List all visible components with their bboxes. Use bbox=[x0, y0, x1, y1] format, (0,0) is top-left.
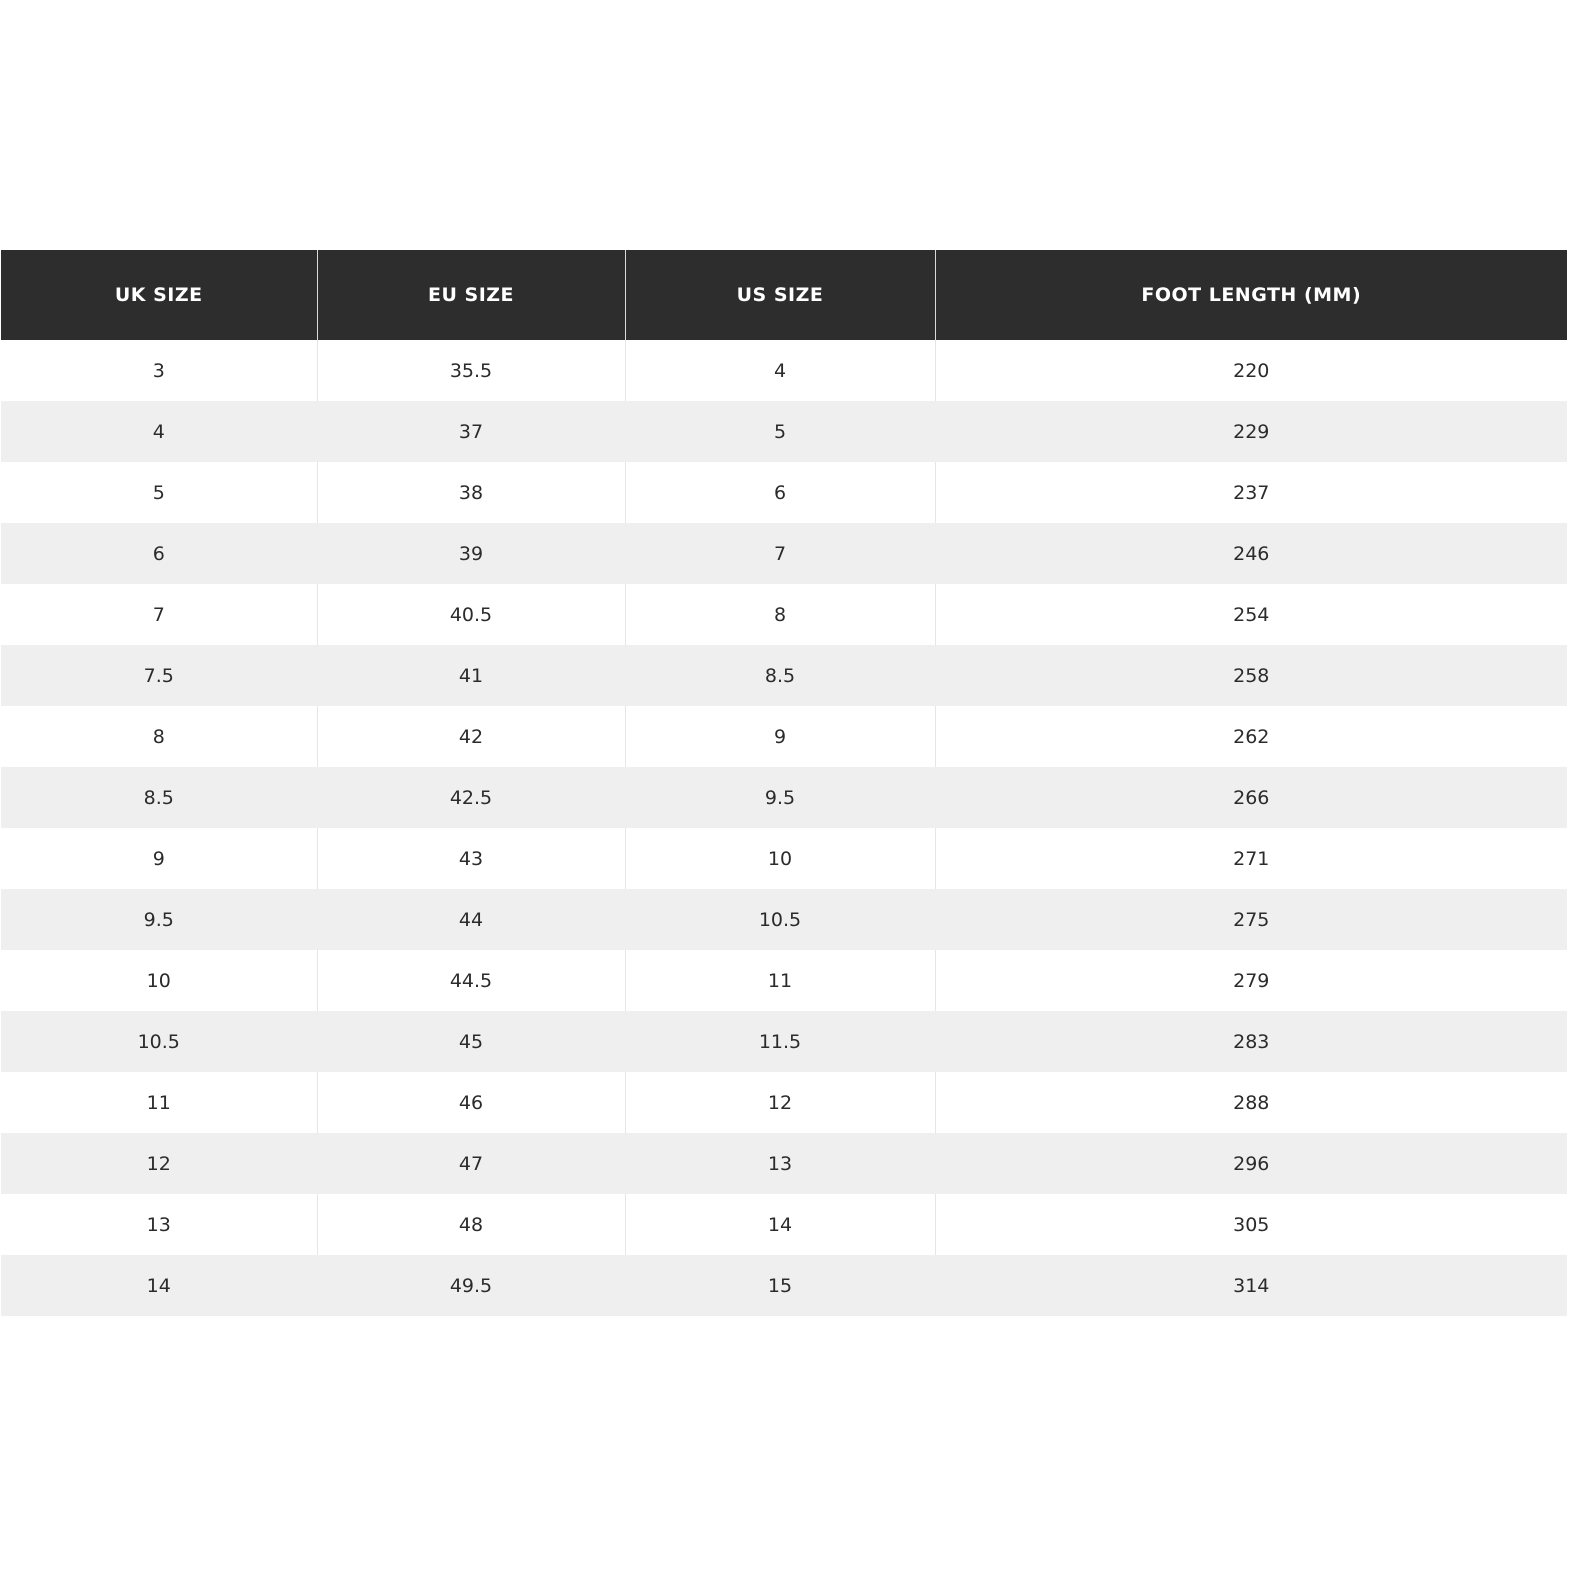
uk-size-cell: 12 bbox=[1, 1133, 317, 1194]
header-uk-size: UK SIZE bbox=[1, 250, 317, 340]
uk-size-cell: 11 bbox=[1, 1072, 317, 1133]
us-size-cell: 8.5 bbox=[625, 645, 935, 706]
table-row bbox=[1, 584, 1567, 645]
table-row bbox=[1, 1255, 1567, 1316]
eu-size-cell: 48 bbox=[317, 1194, 625, 1255]
uk-size-cell: 9 bbox=[1, 828, 317, 889]
foot-length-cell: 229 bbox=[935, 401, 1567, 462]
foot-length-cell: 271 bbox=[935, 828, 1567, 889]
eu-size-cell: 43 bbox=[317, 828, 625, 889]
us-size-cell: 13 bbox=[625, 1133, 935, 1194]
us-size-cell: 10 bbox=[625, 828, 935, 889]
uk-size-cell: 7 bbox=[1, 584, 317, 645]
us-size-cell: 11 bbox=[625, 950, 935, 1011]
us-size-cell: 15 bbox=[625, 1255, 935, 1316]
table-row bbox=[1, 645, 1567, 706]
table-row bbox=[1, 767, 1567, 828]
uk-size-cell: 7.5 bbox=[1, 645, 317, 706]
foot-length-cell: 266 bbox=[935, 767, 1567, 828]
us-size-cell: 6 bbox=[625, 462, 935, 523]
size-chart-body bbox=[1, 340, 1567, 1316]
foot-length-cell: 262 bbox=[935, 706, 1567, 767]
eu-size-cell: 42 bbox=[317, 706, 625, 767]
uk-size-cell: 6 bbox=[1, 523, 317, 584]
eu-size-cell: 42.5 bbox=[317, 767, 625, 828]
table-row bbox=[1, 1011, 1567, 1072]
foot-length-cell: 220 bbox=[935, 340, 1567, 401]
eu-size-cell: 46 bbox=[317, 1072, 625, 1133]
foot-length-cell: 237 bbox=[935, 462, 1567, 523]
eu-size-cell: 40.5 bbox=[317, 584, 625, 645]
header-us-size: US SIZE bbox=[625, 250, 935, 340]
us-size-cell: 9 bbox=[625, 706, 935, 767]
uk-size-cell: 14 bbox=[1, 1255, 317, 1316]
table-row bbox=[1, 401, 1567, 462]
header-eu-size: EU SIZE bbox=[317, 250, 625, 340]
table-row bbox=[1, 828, 1567, 889]
us-size-cell: 10.5 bbox=[625, 889, 935, 950]
eu-size-cell: 45 bbox=[317, 1011, 625, 1072]
table-row bbox=[1, 340, 1567, 401]
uk-size-cell: 10 bbox=[1, 950, 317, 1011]
foot-length-cell: 288 bbox=[935, 1072, 1567, 1133]
uk-size-cell: 4 bbox=[1, 401, 317, 462]
us-size-cell: 8 bbox=[625, 584, 935, 645]
us-size-cell: 9.5 bbox=[625, 767, 935, 828]
us-size-cell: 14 bbox=[625, 1194, 935, 1255]
eu-size-cell: 39 bbox=[317, 523, 625, 584]
size-chart-header bbox=[1, 250, 1567, 340]
foot-length-cell: 283 bbox=[935, 1011, 1567, 1072]
table-row bbox=[1, 1072, 1567, 1133]
eu-size-cell: 49.5 bbox=[317, 1255, 625, 1316]
eu-size-cell: 37 bbox=[317, 401, 625, 462]
foot-length-cell: 258 bbox=[935, 645, 1567, 706]
table-row bbox=[1, 889, 1567, 950]
eu-size-cell: 41 bbox=[317, 645, 625, 706]
table-row bbox=[1, 1133, 1567, 1194]
us-size-cell: 7 bbox=[625, 523, 935, 584]
us-size-cell: 5 bbox=[625, 401, 935, 462]
eu-size-cell: 44 bbox=[317, 889, 625, 950]
foot-length-cell: 296 bbox=[935, 1133, 1567, 1194]
us-size-cell: 4 bbox=[625, 340, 935, 401]
uk-size-cell: 10.5 bbox=[1, 1011, 317, 1072]
us-size-cell: 11.5 bbox=[625, 1011, 935, 1072]
us-size-cell: 12 bbox=[625, 1072, 935, 1133]
foot-length-cell: 246 bbox=[935, 523, 1567, 584]
uk-size-cell: 3 bbox=[1, 340, 317, 401]
uk-size-cell: 8 bbox=[1, 706, 317, 767]
table-row bbox=[1, 950, 1567, 1011]
eu-size-cell: 44.5 bbox=[317, 950, 625, 1011]
uk-size-cell: 5 bbox=[1, 462, 317, 523]
eu-size-cell: 47 bbox=[317, 1133, 625, 1194]
eu-size-cell: 35.5 bbox=[317, 340, 625, 401]
header-row bbox=[1, 250, 1567, 340]
uk-size-cell: 13 bbox=[1, 1194, 317, 1255]
table-row bbox=[1, 1194, 1567, 1255]
foot-length-cell: 275 bbox=[935, 889, 1567, 950]
size-chart-table bbox=[1, 250, 1567, 1316]
uk-size-cell: 8.5 bbox=[1, 767, 317, 828]
table-row bbox=[1, 523, 1567, 584]
foot-length-cell: 254 bbox=[935, 584, 1567, 645]
foot-length-cell: 314 bbox=[935, 1255, 1567, 1316]
uk-size-cell: 9.5 bbox=[1, 889, 317, 950]
header-foot-length: FOOT LENGTH (MM) bbox=[935, 250, 1567, 340]
eu-size-cell: 38 bbox=[317, 462, 625, 523]
foot-length-cell: 305 bbox=[935, 1194, 1567, 1255]
table-row bbox=[1, 706, 1567, 767]
table-row bbox=[1, 462, 1567, 523]
foot-length-cell: 279 bbox=[935, 950, 1567, 1011]
